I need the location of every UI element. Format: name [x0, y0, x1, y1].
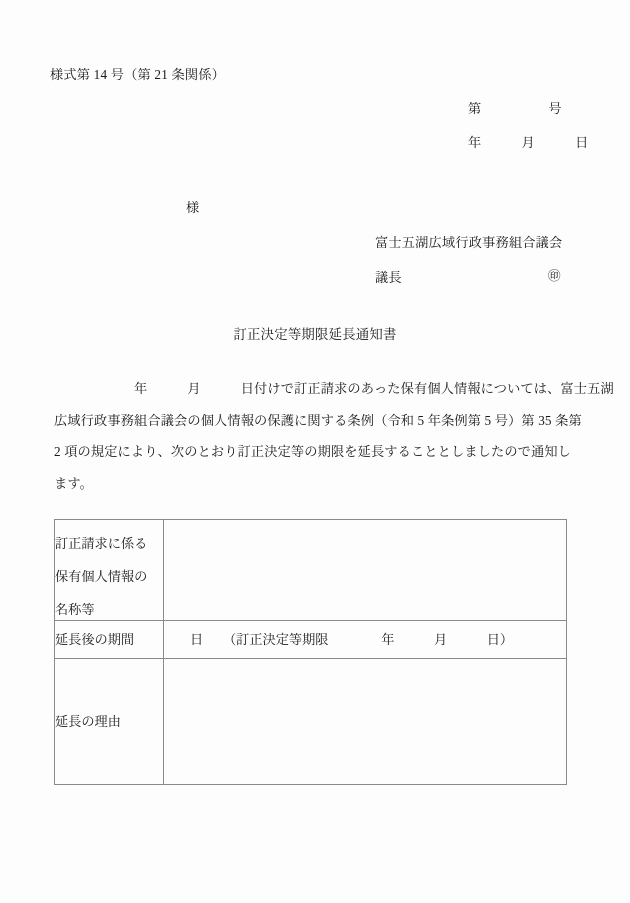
document-date-field: 年 月 日 — [468, 135, 589, 150]
row-value-extended-period[interactable] — [164, 621, 567, 659]
row-value-extension-reason[interactable] — [164, 659, 567, 785]
label-line: 延長後の期間 — [55, 631, 135, 647]
table-row — [55, 621, 567, 659]
page-title: 訂正決定等期限延長通知書 — [233, 327, 397, 342]
row-label-extended-period — [55, 621, 164, 659]
body-line: 2 項の規定により、次のとおり訂正決定等の期限を延長することとしましたので通知し — [54, 444, 572, 460]
body-line: 年 月 日付けで訂正請求のあった保有個人情報については、富士五湖 — [54, 381, 614, 396]
row-label-extension-reason — [55, 659, 164, 785]
body-paragraph — [54, 381, 614, 492]
issuer-organization: 富士五湖広域行政事務組合議会 — [375, 235, 563, 250]
form-number: 様式第 14 号（第 21 条関係） — [50, 67, 226, 82]
table-row — [55, 659, 567, 785]
addressee-honorific: 様 — [186, 200, 200, 215]
body-line: 広域行政事務組合議会の個人情報の保護に関する条例（令和 5 年条例第 5 号）第 35 条第 — [54, 412, 582, 428]
details-table — [54, 519, 567, 785]
body-line: ます。 — [54, 476, 93, 492]
row-label-corrected-info-name — [55, 520, 164, 621]
issuer-role: 議長 — [375, 270, 402, 285]
value-text: 日 （訂正決定等期限 年 月 日） — [190, 631, 514, 647]
label-line: 延長の理由 — [55, 713, 121, 729]
label-line: 保有個人情報の — [55, 569, 148, 585]
label-line: 名称等 — [55, 602, 95, 618]
table-row — [55, 520, 567, 621]
row-value-corrected-info-name[interactable] — [164, 520, 567, 621]
label-line: 訂正請求に係る — [55, 536, 148, 551]
seal-icon: ㊞ — [548, 269, 561, 283]
document-number-field: 第 号 — [468, 101, 562, 116]
